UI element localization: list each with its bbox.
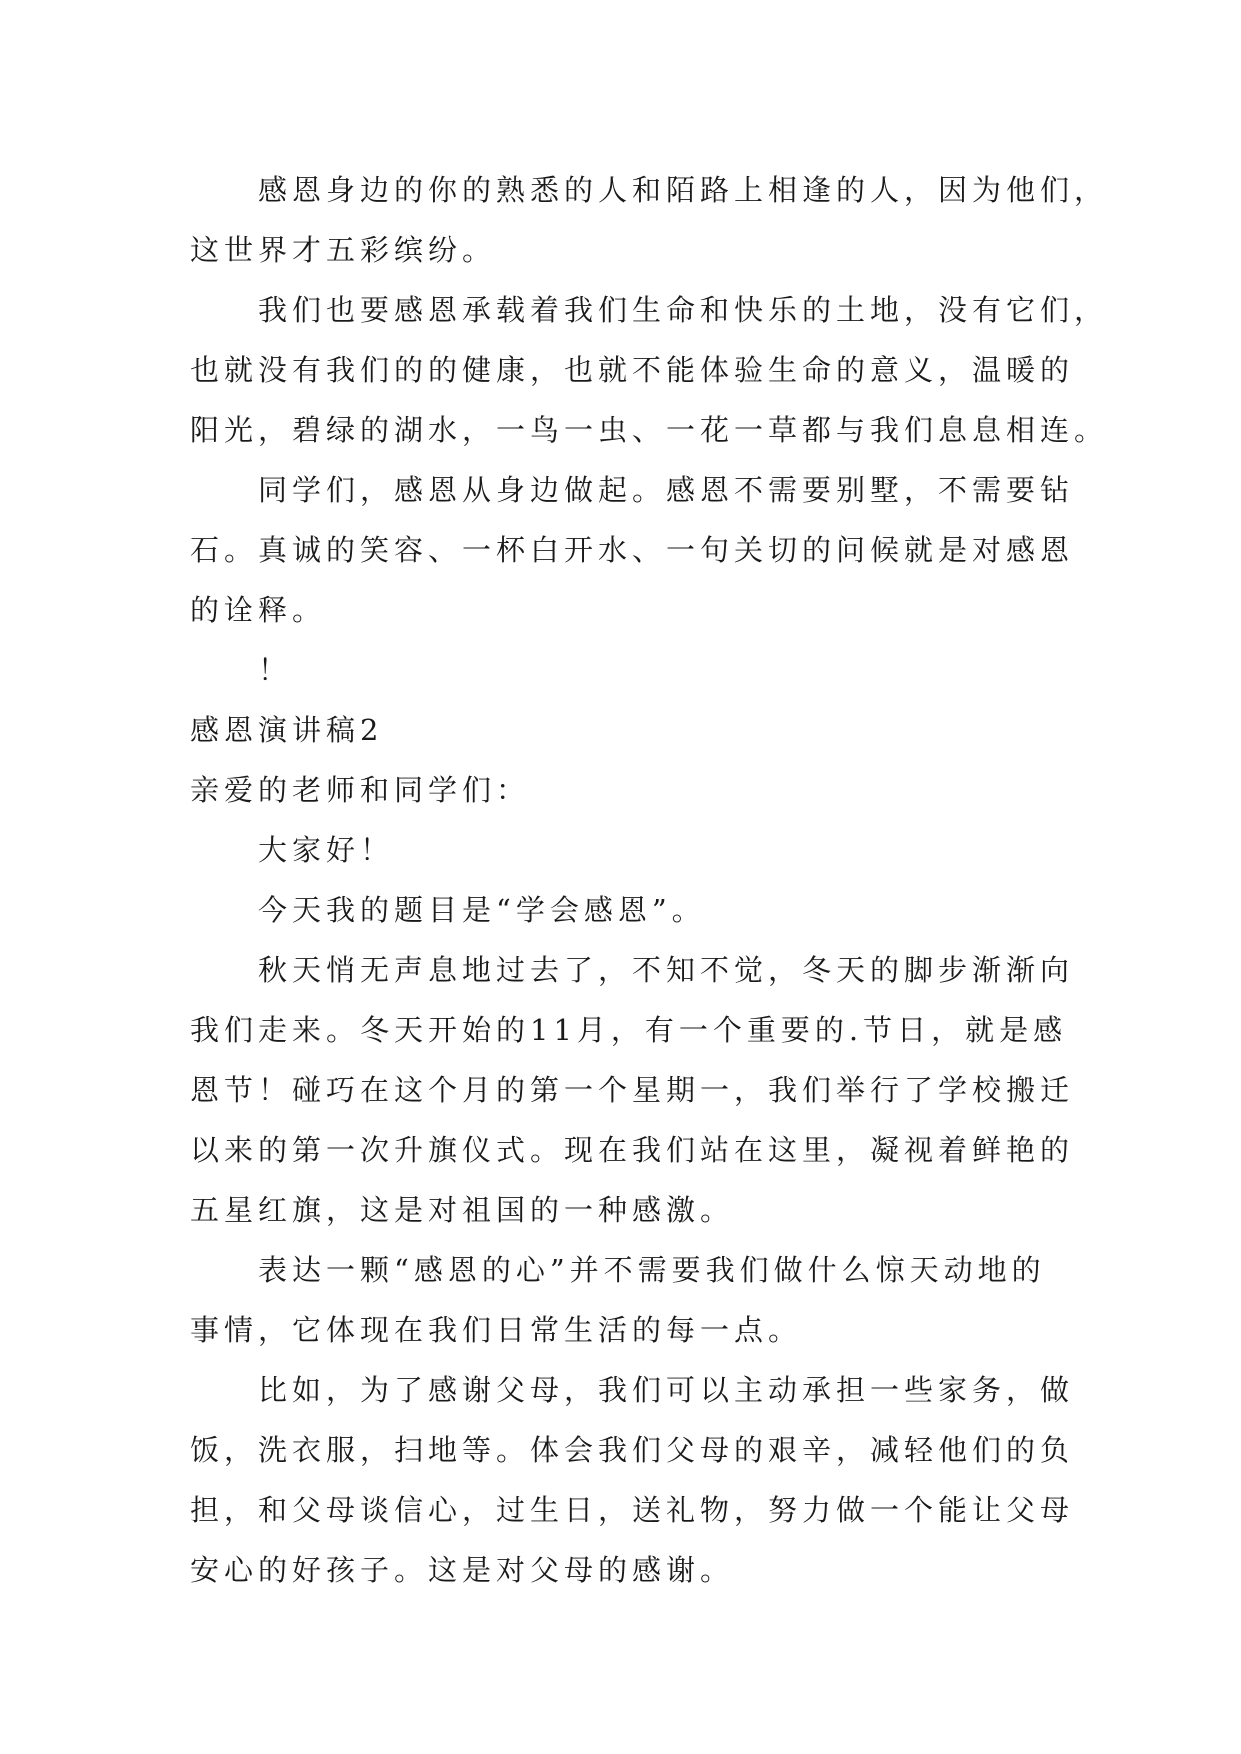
text-line: 今天我的题目是“学会感恩”。 [258,893,706,927]
text-line: ！ [258,653,293,687]
text-line: 我们走来。冬天开始的11月，有一个重要的.节日，就是感 [190,1013,1068,1047]
text-line: 恩节！碰巧在这个月的第一个星期一，我们举行了学校搬迁 [190,1073,1075,1107]
text-line: 表达一颗“感恩的心”并不需要我们做什么惊天动地的 [258,1253,1046,1287]
text-line: 石。真诚的笑容、一杯白开水、一句关切的问候就是对感恩 [190,533,1075,567]
text-line: 我们也要感恩承载着我们生命和快乐的土地，没有它们， [258,293,1109,327]
text-line: 亲爱的老师和同学们： [190,773,531,807]
text-line: 感恩身边的你的熟悉的人和陌路上相逢的人，因为他们， [258,173,1109,207]
document-body [190,160,1109,1600]
text-line: 五星红旗，这是对祖国的一种感激。 [190,1193,735,1227]
text-line: 担，和父母谈信心，过生日，送礼物，努力做一个能让父母 [190,1493,1075,1527]
text-line: 比如，为了感谢父母，我们可以主动承担一些家务，做 [258,1373,1075,1407]
text-line: 秋天悄无声息地过去了，不知不觉，冬天的脚步渐渐向 [258,953,1075,987]
text-line: 以来的第一次升旗仪式。现在我们站在这里，凝视着鲜艳的 [190,1133,1075,1167]
text-line: 的诠释。 [190,593,327,627]
text-line: 这世界才五彩缤纷。 [190,233,497,267]
text-line: 大家好！ [258,833,395,867]
text-line: 饭，洗衣服，扫地等。体会我们父母的艰辛，减轻他们的负 [190,1433,1075,1467]
text-line: 感恩演讲稿2 [190,713,384,747]
text-line: 也就没有我们的的健康，也就不能体验生命的意义，温暖的 [190,353,1075,387]
text-line: 事情，它体现在我们日常生活的每一点。 [190,1313,803,1347]
text-line: 同学们，感恩从身边做起。感恩不需要别墅，不需要钻 [258,473,1075,507]
text-line: 阳光，碧绿的湖水，一鸟一虫、一花一草都与我们息息相连。 [190,413,1109,447]
text-line: 安心的好孩子。这是对父母的感谢。 [190,1553,735,1587]
